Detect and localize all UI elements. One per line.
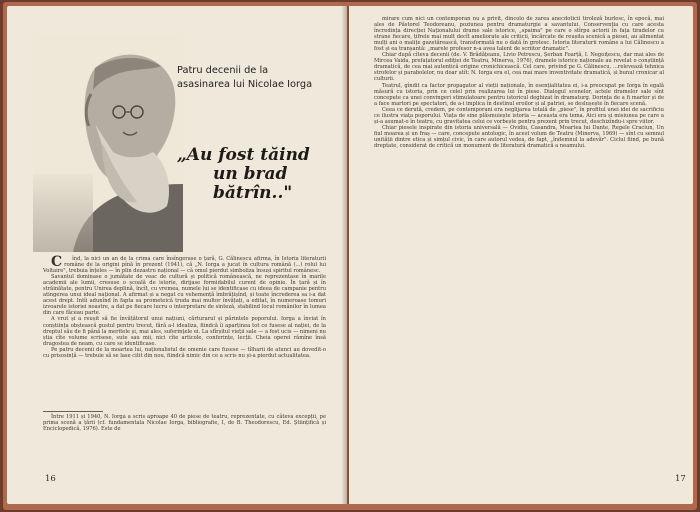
left-paragraph: Cînd, la nici un an de la crima care însîngerase o țară, G. Călinescu afirma, în Istoria literaturii române de la origini pînă în prezent (1941), că „N. Iorga a jucat în cultura română (...) rolul lui Voltaire", trebuia înțeles — în plin dezastru național — că omul pierdut simboliza însuși spiritul românesc.: [43, 254, 326, 275]
right-paragraph: Ceea ce derută, credem, pe contemporani era neglijarea totală de „piese", în profitul unei idei de sacrificiu ce ilustra viața poporului. Viața de sine plăsmuiește istoria — aceasta era tema. Aici era și misiunea pe care a și-a asumat-o în teatru, cu gravitatea celui ce vorbește pentru prezent prin trecut, deschizîndu-i spre viitor.: [374, 106, 664, 125]
article-headline: [177, 146, 327, 203]
right-paragraph: mirare cum nici un contemporan nu a privit, dincolo de zarea anecdoticii tiroleză burlesc, în epocă, mai ales de Păstorel Teodoreanu, poziunea pentru dramaturgie a savantului. Conservenția cu care acesta încredința direcției Naționalului drame sale istorice, „spaima" pe care o stîrpu actorii în fața tiradelor cu strane fiecare, țifrele mai mult decît ameliorate ale criticii, încărcate de reușita scenică a piesei, au alimentat mulți ani o malițe gazetărească, transformată nu o dată în grotesc. Istoria literaturii române a lui Călinescu a fost și ea tranșantă: „marele profesor n-a avea talent de scriitor dramatic".: [374, 16, 664, 53]
footnote: Între 1911 și 1940, N. Iorga a scris aproape 40 de piese de teatru, reprezentate, cu câteva excepții, pe prima scenă a țării (cf. fundamentala Nicolae Iorga, bibliografie, I, de B. Theodorescu, Ed. Științifică și Enciclopedică, 1976). Este de: [43, 414, 326, 433]
headline-line-2: un brad bătrîn..": [213, 164, 293, 203]
article-title-line-2: asasinarea lui Nicolae Iorga: [177, 79, 313, 90]
page-number-left: 16: [45, 474, 56, 484]
left-page: [7, 6, 347, 504]
left-paragraph: A vrut și a reușit să fie învățătorul unui națiuni, cărturarul și părintele poporului. Iorga a înviat în conștiința obștească gustul pentru trecut, fără a-l idealiza, fiindcă îi aparținea tot ce fusese al nației, de la dreptul său de fi până la meritele și, mai ales, suferințele ei. La sfîrșitul vieții sale — a fost ucis — nimeni nu știa cîte volume scrisese, sute sau mii, nici cîte articole, conferințe, lecții. Cheia operei rămîne însă dragostea de neam, cu care se identificase.: [43, 316, 326, 347]
book-spread: [3, 2, 697, 510]
portrait-nicolae-iorga: [33, 34, 183, 252]
footnote-divider: [43, 411, 103, 412]
right-page: [349, 6, 693, 504]
right-paragraph: Chiar piesele inspirate din istoria universală — Ovidiu, Casandra, Moartea lui Dante, Regele Craciun, Un fiul moarea și un fraș — care, concepute antologic, în acest volum de Teatru (Minerva, 1969) — sînt cu semnul unității dintre etica și simțul civic, în care autorul vedea, de fapt, „îndemnul la adevăr". Ciclul fiind, pe bună dreptate, considerat de critică un monument de literatură dramatică a neamului.: [374, 124, 664, 149]
page-number-right: 17: [675, 474, 686, 484]
left-body-text: [43, 256, 326, 359]
right-body-text: [374, 16, 664, 149]
right-paragraph: Teatrul, gîndit ca factor propagator al vieții naționale, în esențialitatea ei, i-a preocupat pe Iorga în egală măsură cu istoria, prin ce celel prin realizarea lui în piese. Dialogul scenelor, actele dramelor sale sînt concepute ca unei convingeri stimulatoare pentru istoricul deghizat în dramaturg. Dorința de a fi martor și de a face martori pe spectatori, de a-i implica în destinul eroilor și al patriei, se deslușește în fiecare scenă.: [374, 82, 664, 107]
left-paragraph: Pe patru decenii de la moartea lui, naționalistul de omenie care fusese — tîlharii de atunci au dovedit-o cu prisosință — trebuie să se lase citit din nou, fiindcă nimic din ce a scris nu și-a pierdut actualitatea.: [43, 346, 326, 359]
right-paragraph: Chiar după cîteva decenii (de. V. Brădățeanu, Livio Petrescu, Șerban Foarță, I. Negoițescu, dar mai ales de Mircea Vaida, prefațatorul ediției de Teatru, Minerva, 1976), dramele istorice naționale au revelat o conștiință dramatică, de cea mai autentică origine cronichicească. Cel care, privind pe G. Călinescu, ...relevează tehnica strofelor și parabolelor, nu doar atît: N. Iorga era el, cea mai mare inventivitate dramatică, și bunul cronicar al culturii.: [374, 52, 664, 83]
headline-line-1: „Au fost tăind: [177, 145, 310, 165]
article-title-line-1: Patru decenii de la: [177, 65, 269, 76]
footnotes: [43, 414, 326, 432]
article-title: [177, 64, 327, 92]
left-paragraph: Savantul dominase o jumătate de veac de cultură și politică românească, ne reprezentase în marile academii ale lumii, cresuse o școală de istorie, dirijase formidabilul curent de opinie. În țară și în străinătate, pentru Unirea deplină, încît, cu vremea, numele lui se identificase cu ideea de campanie pentru atingerea unui ideal național. A afirmat și a negat cu vehemență îmbrățișînd, și toate încrederea sa i-a dat acest drept. Intîi adunînd în fapta sa prometeică truda mai multor învățați, a editat, în numeroase tomuri izvoarele istoriei noastre, a dat pe fiecare lucru o interpretare de sinteză, stabilind locul românilor în lumea din care făceau parte.: [43, 274, 326, 317]
